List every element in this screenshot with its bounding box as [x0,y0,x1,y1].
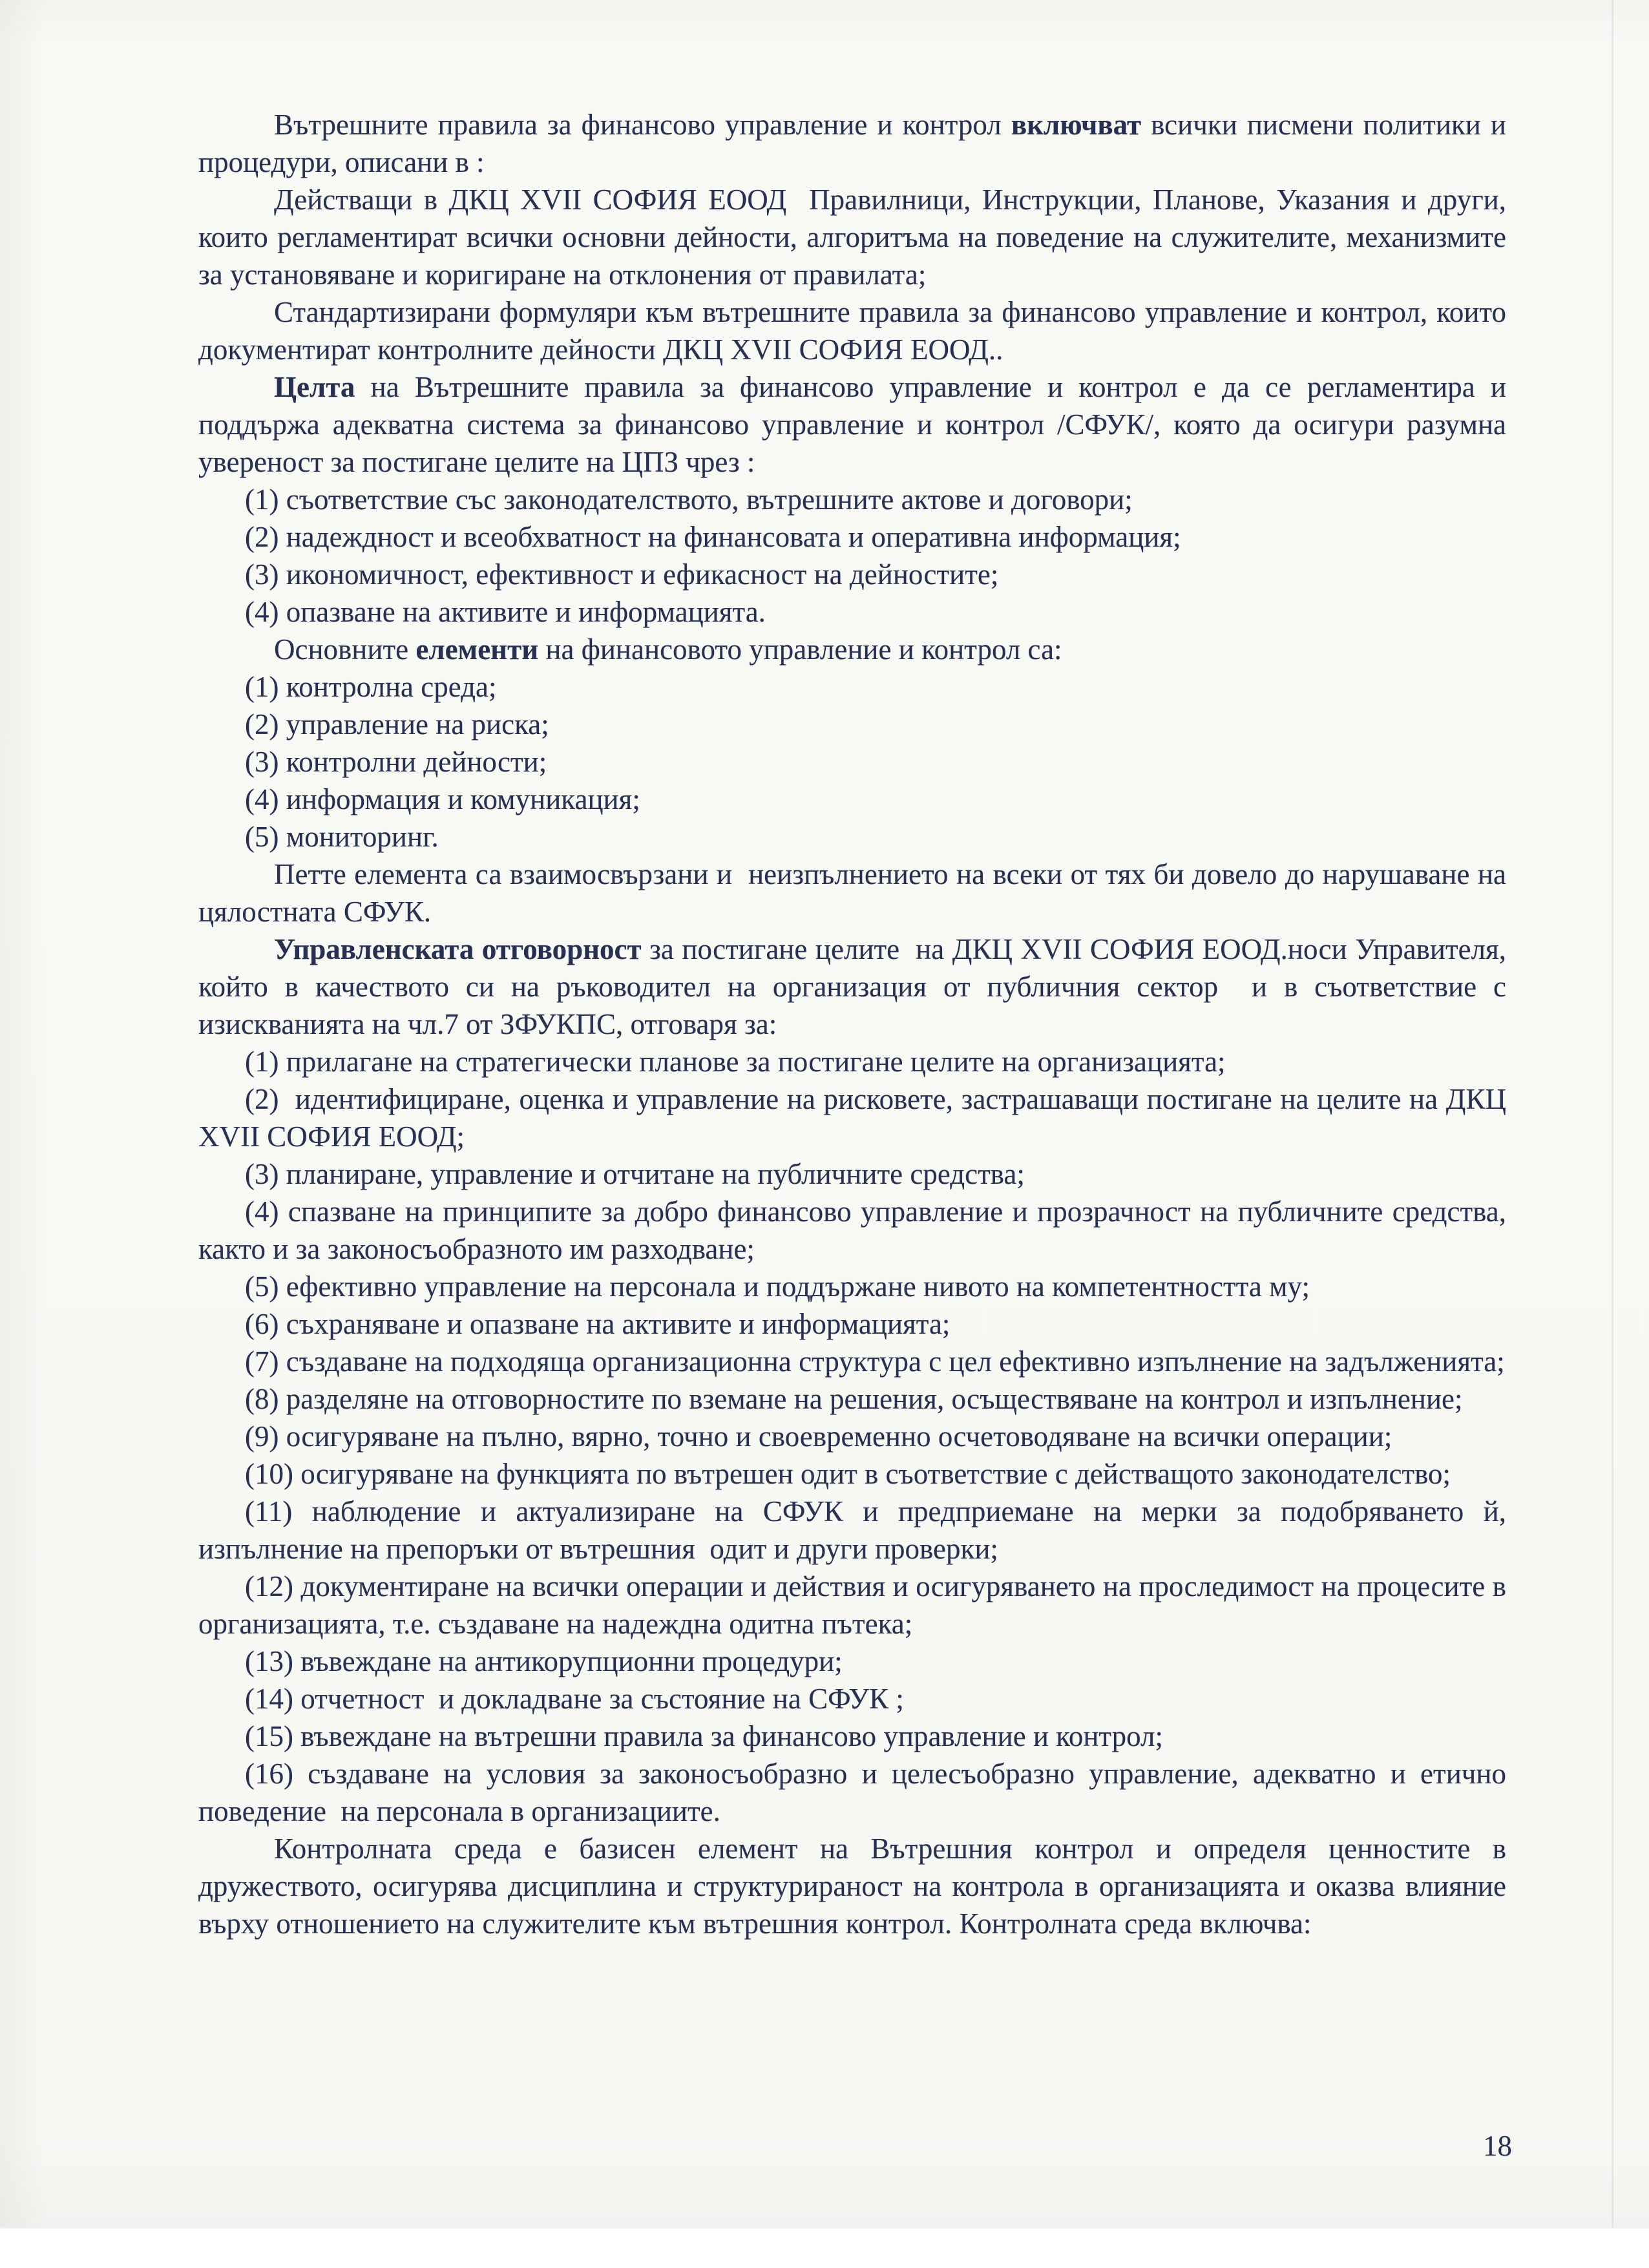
text-run: (16) създаване на условия за законосъобразно и целесъобразно управление, адекватно и етично поведение на персонала в организациите. [198,1758,1506,1827]
text-run: (2) надеждност и всеобхватност на финансовата и оперативна информация; [245,521,1181,553]
text-run: (6) съхраняване и опазване на активите и информацията; [245,1308,951,1340]
paragraph [198,818,1506,856]
text-run: (1) прилагане на стратегически планове за постигане целите на организацията; [245,1045,1226,1078]
text-run: на финансовото управление и контрол са: [538,633,1062,666]
paragraph [198,1680,1506,1717]
paragraph [198,1643,1506,1680]
text-run: Основните [274,633,416,666]
text-run: всички писмени политики и процедури, описани в : [198,109,1507,178]
scan-bottom-edge [0,2227,1649,2268]
text-run: (3) планиране, управление и отчитане на публичните средства; [245,1158,1025,1190]
text-run: (11) наблюдение и актуализиране на СФУК и предприемане на мерки за подобряването й, изпълнение на препоръки от вътрешния одит и други проверки; [198,1495,1506,1565]
text-run: (14) отчетност и докладване за състояние на СФУК ; [245,1683,904,1715]
paragraph [198,743,1506,781]
paragraph [198,1080,1506,1155]
text-run: (5) мониторинг. [245,821,439,853]
scan-right-edge-line [1612,0,1613,2227]
text-run: Управленската отговорност [274,933,642,965]
paragraph [198,631,1506,668]
text-run: (4) информация и комуникация; [245,783,640,815]
paragraph [198,368,1506,481]
text-run: (8) разделяне на отговорностите по вземане на решения, осъществяване на контрол и изпълнение; [245,1383,1463,1415]
paragraph [198,1380,1506,1418]
paragraph [198,668,1506,706]
text-run: (9) осигуряване на пълно, вярно, точно и своевременно осчетоводяване на всички операции; [245,1420,1392,1453]
paragraph [198,518,1506,556]
paragraph [198,1455,1506,1493]
paragraph [198,1193,1506,1268]
paragraph [198,1305,1506,1343]
text-run: включват [1011,109,1142,141]
paragraph [198,856,1506,930]
text-run: Петте елемента са взаимосвързани и неизпълнението на всеки от тях би довело до нарушаване на цялостната СФУК. [198,858,1506,928]
paragraph [198,1568,1506,1643]
paragraph [198,181,1506,293]
paragraph [198,1418,1506,1455]
paragraph [198,930,1506,1043]
text-run: Стандартизирани формуляри към вътрешните правила за финансово управление и контрол, които документират контролните дейности ДКЦ XVII СОФИЯ ЕООД.. [198,296,1506,366]
text-run: (10) осигуряване на функцията по вътрешен одит в съответствие с действащото законодателство; [245,1458,1451,1490]
text-run: (12) документиране на всички операции и действия и осигуряването на проследимост на процесите в организацията, т.е. създаване на надеждна одитна пътека; [198,1570,1506,1640]
paragraph [198,1155,1506,1193]
text-run: (1) съответствие със законодателството, вътрешните актове и договори; [245,483,1133,516]
text-run: (5) ефективно управление на персонала и поддържане нивото на компетентността му; [245,1270,1310,1303]
text-run: (2) управление на риска; [245,708,549,740]
paragraph [198,706,1506,743]
paragraph [198,556,1506,593]
page-number: 18 [1483,2130,1512,2162]
paragraph [198,1755,1506,1830]
paragraph [198,293,1506,368]
paragraph [198,781,1506,818]
text-run: Действащи в ДКЦ XVII СОФИЯ ЕООД Правилници, Инструкции, Планове, Указания и други, които регламентират всички основни дейности, алгоритъма на поведение на служителите, механизмите за установяване и коригиране на отклонения от правилата; [198,184,1506,291]
paragraph [198,1268,1506,1305]
paragraph [198,1043,1506,1080]
text-run: (3) контролни дейности; [245,746,547,778]
paragraph [198,1493,1506,1568]
text-run: Контролната среда е базисен елемент на Вътрешния контрол и определя ценностите в дружеството, осигурява дисциплина и структурираност на контрола в организацията и оказва влияние върху отношението на служителите към вътрешния контрол. Контролната среда включва: [198,1832,1506,1940]
text-run: (15) въвеждане на вътрешни правила за финансово управление и контрол; [245,1720,1163,1752]
paragraph [198,106,1506,181]
scan-left-edge-shade [0,0,45,2227]
paragraph [198,1343,1506,1380]
paragraph [198,1830,1506,1942]
text-run: Вътрешните правила за финансово управление и контрол [274,109,1011,141]
text-run: (3) икономичност, ефективност и ефикасност на дейностите; [245,558,999,591]
text-run: на Вътрешните правила за финансово управление и контрол е да се регламентира и поддържа адекватна система за финансово управление и контрол /СФУК/, която да осигури разумна увереност за постигане целите на ЦПЗ чрез : [198,371,1506,478]
paragraph [198,593,1506,631]
text-run: (4) опазване на активите и информацията. [245,596,766,628]
text-run: Целта [274,371,355,403]
paragraph [198,481,1506,518]
text-run: (1) контролна среда; [245,671,497,703]
text-run: (7) създаване на подходяща организационна структура с цел ефективно изпълнение на задълженията; [245,1345,1505,1378]
paragraph [198,1717,1506,1755]
text-run: (13) въвеждане на антикорупционни процедури; [245,1645,843,1677]
document-body [198,106,1506,1942]
text-run: (4) спазване на принципите за добро финансово управление и прозрачност на публичните средства, както и за законосъобразното им разходване; [198,1195,1506,1265]
text-run: за постигане целите на ДКЦ XVII СОФИЯ ЕООД.носи Управителя, който в качеството си на ръководител на организация от публичния сектор и в съответствие с изискванията на чл.7 от ЗФУКПС, отговаря за: [198,933,1506,1040]
text-run: (2) идентифициране, оценка и управление на рисковете, застрашаващи постигане на целите на ДКЦ XVII СОФИЯ ЕООД; [198,1083,1506,1153]
text-run: елементи [415,633,539,666]
